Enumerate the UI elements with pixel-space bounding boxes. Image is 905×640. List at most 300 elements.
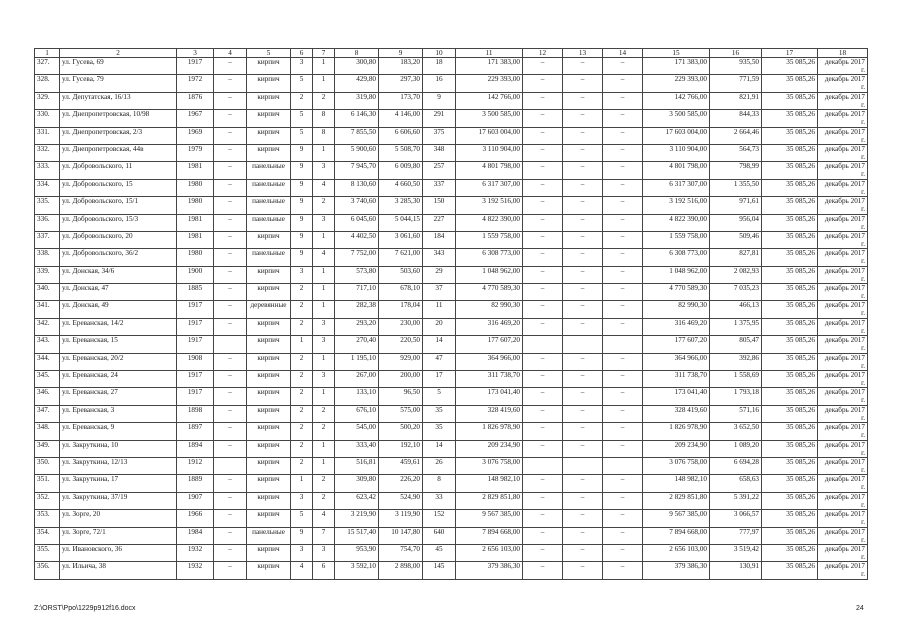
- cell-col4: –: [214, 75, 247, 92]
- cell-col12: –: [523, 544, 563, 561]
- cell-row-number: 340.: [35, 284, 60, 301]
- column-header-10: 10: [423, 49, 456, 58]
- cell-col13: [563, 336, 603, 353]
- cell-cost-total: 4 770 589,30: [456, 284, 523, 301]
- table-row: [35, 58, 868, 75]
- cell-col4: –: [214, 440, 247, 457]
- cell-cost-repair: 1 559 758,00: [643, 231, 710, 248]
- cell-entrances: 1: [313, 301, 335, 318]
- column-header-4: 4: [214, 49, 247, 58]
- column-header-8: 8: [335, 49, 379, 58]
- cell-living-area: 4 660,50: [379, 179, 423, 196]
- cell-wall-material: кирпич: [247, 544, 291, 561]
- cell-residents: 337: [423, 179, 456, 196]
- cell-repair-deadline: декабрь 2017 г.: [818, 75, 868, 92]
- cell-total-area: 717,10: [335, 284, 379, 301]
- cell-cost-repair: 4 770 589,30: [643, 284, 710, 301]
- cell-repair-deadline: декабрь 2017 г.: [818, 301, 868, 318]
- cell-cost-per-sqm: 798,99: [710, 162, 762, 179]
- cell-wall-material: кирпич: [247, 510, 291, 527]
- cell-wall-material: кирпич: [247, 284, 291, 301]
- cell-entrances: 1: [313, 144, 335, 161]
- cell-row-number: 339.: [35, 266, 60, 283]
- cell-total-area: 270,40: [335, 336, 379, 353]
- cell-cost-repair: 4 801 798,00: [643, 162, 710, 179]
- cell-total-area: 8 130,60: [335, 179, 379, 196]
- column-header-14: 14: [603, 49, 643, 58]
- cell-repair-deadline: декабрь 2017 г.: [818, 318, 868, 335]
- cell-limit-cost: 35 085,26: [762, 92, 818, 109]
- column-header-12: 12: [523, 49, 563, 58]
- cell-living-area: 459,61: [379, 457, 423, 474]
- cell-col14: –: [603, 92, 643, 109]
- cell-cost-repair: 82 990,30: [643, 301, 710, 318]
- cell-col14: –: [603, 510, 643, 527]
- cell-entrances: 3: [313, 318, 335, 335]
- cell-cost-total: 311 738,70: [456, 371, 523, 388]
- cell-entrances: 1: [313, 266, 335, 283]
- cell-residents: 152: [423, 510, 456, 527]
- cell-col14: –: [603, 388, 643, 405]
- cell-address: ул. Закруткина, 10: [60, 440, 177, 457]
- cell-living-area: 230,00: [379, 318, 423, 335]
- cell-living-area: 5 044,15: [379, 214, 423, 231]
- column-header-18: 18: [818, 49, 868, 58]
- cell-address: ул. Закруткина, 37/19: [60, 492, 177, 509]
- cell-cost-repair: 1 048 962,00: [643, 266, 710, 283]
- cell-row-number: 328.: [35, 75, 60, 92]
- cell-limit-cost: 35 085,26: [762, 144, 818, 161]
- cell-living-area: 3 061,60: [379, 231, 423, 248]
- cell-repair-deadline: декабрь 2017 г.: [818, 544, 868, 561]
- column-header-1: 1: [35, 49, 60, 58]
- cell-limit-cost: 35 085,26: [762, 336, 818, 353]
- cell-col13: –: [563, 440, 603, 457]
- cell-repair-deadline: декабрь 2017 г.: [818, 405, 868, 422]
- cell-entrances: 6: [313, 562, 335, 579]
- cell-repair-deadline: декабрь 2017 г.: [818, 197, 868, 214]
- cell-row-number: 332.: [35, 144, 60, 161]
- cell-col13: –: [563, 423, 603, 440]
- cell-total-area: 6 146,30: [335, 110, 379, 127]
- cell-col4: –: [214, 92, 247, 109]
- cell-cost-per-sqm: 564,73: [710, 144, 762, 161]
- cell-address: ул. Ереванская, 14/2: [60, 318, 177, 335]
- cell-address: ул. Днепропетровская, 2/3: [60, 127, 177, 144]
- column-header-7: 7: [313, 49, 335, 58]
- cell-living-area: 192,10: [379, 440, 423, 457]
- cell-wall-material: кирпич: [247, 336, 291, 353]
- cell-repair-deadline: декабрь 2017 г.: [818, 423, 868, 440]
- cell-residents: 184: [423, 231, 456, 248]
- cell-col4: [214, 336, 247, 353]
- table-row: [35, 371, 868, 388]
- cell-col12: –: [523, 492, 563, 509]
- cell-limit-cost: 35 085,26: [762, 231, 818, 248]
- cell-entrances: 8: [313, 110, 335, 127]
- cell-row-number: 348.: [35, 423, 60, 440]
- cell-col14: –: [603, 492, 643, 509]
- cell-floors: 3: [291, 544, 313, 561]
- cell-wall-material: кирпич: [247, 231, 291, 248]
- column-header-11: 11: [456, 49, 523, 58]
- cell-cost-per-sqm: 130,91: [710, 562, 762, 579]
- cell-limit-cost: 35 085,26: [762, 527, 818, 544]
- cell-col13: [563, 457, 603, 474]
- table-row: [35, 92, 868, 109]
- cell-residents: 375: [423, 127, 456, 144]
- cell-year-built: 1980: [177, 249, 214, 266]
- table-row: [35, 284, 868, 301]
- column-header-3: 3: [177, 49, 214, 58]
- cell-col12: –: [523, 510, 563, 527]
- cell-col13: –: [563, 58, 603, 75]
- cell-cost-per-sqm: 956,04: [710, 214, 762, 231]
- cell-limit-cost: 35 085,26: [762, 197, 818, 214]
- cell-year-built: 1981: [177, 231, 214, 248]
- cell-floors: 2: [291, 405, 313, 422]
- cell-wall-material: кирпич: [247, 318, 291, 335]
- cell-residents: 29: [423, 266, 456, 283]
- table-row: [35, 527, 868, 544]
- cell-cost-repair: 17 603 004,00: [643, 127, 710, 144]
- table-row: [35, 353, 868, 370]
- cell-floors: 2: [291, 92, 313, 109]
- cell-wall-material: кирпич: [247, 457, 291, 474]
- cell-wall-material: кирпич: [247, 371, 291, 388]
- cell-residents: 26: [423, 457, 456, 474]
- cell-living-area: 754,70: [379, 544, 423, 561]
- housing-register-table: [34, 48, 868, 580]
- cell-wall-material: кирпич: [247, 388, 291, 405]
- cell-address: ул. Ивановского, 36: [60, 544, 177, 561]
- cell-entrances: 3: [313, 214, 335, 231]
- cell-limit-cost: 35 085,26: [762, 179, 818, 196]
- cell-col12: –: [523, 440, 563, 457]
- cell-cost-total: 17 603 004,00: [456, 127, 523, 144]
- cell-cost-per-sqm: 3 519,42: [710, 544, 762, 561]
- cell-living-area: 96,50: [379, 388, 423, 405]
- cell-total-area: 333,40: [335, 440, 379, 457]
- cell-row-number: 350.: [35, 457, 60, 474]
- cell-col4: –: [214, 318, 247, 335]
- cell-limit-cost: 35 085,26: [762, 301, 818, 318]
- cell-repair-deadline: декабрь 2017 г.: [818, 266, 868, 283]
- cell-cost-total: 328 419,60: [456, 405, 523, 422]
- cell-col14: –: [603, 440, 643, 457]
- cell-year-built: 1981: [177, 162, 214, 179]
- column-header-15: 15: [643, 49, 710, 58]
- cell-col12: –: [523, 423, 563, 440]
- cell-col4: –: [214, 231, 247, 248]
- cell-cost-per-sqm: 771,59: [710, 75, 762, 92]
- cell-total-area: 429,80: [335, 75, 379, 92]
- cell-row-number: 342.: [35, 318, 60, 335]
- cell-col12: –: [523, 405, 563, 422]
- cell-entrances: 4: [313, 179, 335, 196]
- cell-limit-cost: 35 085,26: [762, 110, 818, 127]
- cell-floors: 9: [291, 197, 313, 214]
- cell-cost-total: 1 559 758,00: [456, 231, 523, 248]
- cell-floors: 2: [291, 423, 313, 440]
- cell-entrances: 1: [313, 388, 335, 405]
- table-row: [35, 214, 868, 231]
- cell-col13: –: [563, 197, 603, 214]
- cell-col14: –: [603, 301, 643, 318]
- table-row: [35, 336, 868, 353]
- cell-cost-repair: 9 567 385,00: [643, 510, 710, 527]
- cell-residents: 227: [423, 214, 456, 231]
- cell-year-built: 1932: [177, 544, 214, 561]
- cell-entrances: 3: [313, 544, 335, 561]
- cell-limit-cost: 35 085,26: [762, 284, 818, 301]
- cell-col13: –: [563, 562, 603, 579]
- cell-repair-deadline: декабрь 2017 г.: [818, 144, 868, 161]
- cell-residents: 348: [423, 144, 456, 161]
- cell-cost-repair: 4 822 390,00: [643, 214, 710, 231]
- table-row: [35, 144, 868, 161]
- cell-row-number: 347.: [35, 405, 60, 422]
- cell-total-area: 7 752,00: [335, 249, 379, 266]
- cell-col14: –: [603, 179, 643, 196]
- cell-col12: –: [523, 475, 563, 492]
- cell-cost-per-sqm: 3 652,50: [710, 423, 762, 440]
- cell-residents: 45: [423, 544, 456, 561]
- column-header-16: 16: [710, 49, 762, 58]
- cell-wall-material: кирпич: [247, 92, 291, 109]
- cell-col14: –: [603, 266, 643, 283]
- cell-col13: –: [563, 162, 603, 179]
- cell-cost-repair: 2 656 103,00: [643, 544, 710, 561]
- cell-col4: –: [214, 544, 247, 561]
- cell-col13: –: [563, 492, 603, 509]
- cell-year-built: 1917: [177, 388, 214, 405]
- cell-cost-total: 6 308 773,00: [456, 249, 523, 266]
- cell-address: ул. Ереванская, 9: [60, 423, 177, 440]
- cell-wall-material: кирпич: [247, 144, 291, 161]
- table-row: [35, 492, 868, 509]
- table-row: [35, 457, 868, 474]
- cell-cost-total: 142 766,00: [456, 92, 523, 109]
- cell-repair-deadline: декабрь 2017 г.: [818, 475, 868, 492]
- cell-col4: –: [214, 371, 247, 388]
- cell-total-area: 573,80: [335, 266, 379, 283]
- cell-limit-cost: 35 085,26: [762, 405, 818, 422]
- cell-cost-total: 3 500 585,00: [456, 110, 523, 127]
- cell-col13: –: [563, 284, 603, 301]
- cell-total-area: 309,80: [335, 475, 379, 492]
- cell-floors: 9: [291, 144, 313, 161]
- cell-cost-repair: 171 383,00: [643, 58, 710, 75]
- cell-limit-cost: 35 085,26: [762, 353, 818, 370]
- column-header-13: 13: [563, 49, 603, 58]
- cell-col13: –: [563, 544, 603, 561]
- cell-col4: –: [214, 284, 247, 301]
- cell-col4: –: [214, 249, 247, 266]
- cell-year-built: 1917: [177, 301, 214, 318]
- cell-col14: –: [603, 353, 643, 370]
- cell-repair-deadline: декабрь 2017 г.: [818, 457, 868, 474]
- cell-cost-repair: 148 982,10: [643, 475, 710, 492]
- table-row: [35, 388, 868, 405]
- cell-year-built: 1897: [177, 423, 214, 440]
- table-row: [35, 301, 868, 318]
- cell-total-area: 516,81: [335, 457, 379, 474]
- cell-col12: –: [523, 562, 563, 579]
- cell-col12: –: [523, 266, 563, 283]
- cell-address: ул. Ильича, 38: [60, 562, 177, 579]
- cell-address: ул. Днепропетровская, 44в: [60, 144, 177, 161]
- cell-cost-per-sqm: 1 089,20: [710, 440, 762, 457]
- cell-cost-per-sqm: 827,81: [710, 249, 762, 266]
- cell-cost-per-sqm: 821,91: [710, 92, 762, 109]
- cell-row-number: 341.: [35, 301, 60, 318]
- cell-row-number: 346.: [35, 388, 60, 405]
- cell-col13: –: [563, 110, 603, 127]
- cell-year-built: 1917: [177, 336, 214, 353]
- cell-cost-per-sqm: 1 355,50: [710, 179, 762, 196]
- cell-residents: 17: [423, 371, 456, 388]
- cell-col4: –: [214, 475, 247, 492]
- cell-year-built: 1898: [177, 405, 214, 422]
- cell-residents: 8: [423, 475, 456, 492]
- cell-col12: –: [523, 92, 563, 109]
- cell-total-area: 676,10: [335, 405, 379, 422]
- table-row: [35, 510, 868, 527]
- cell-repair-deadline: декабрь 2017 г.: [818, 127, 868, 144]
- cell-year-built: 1981: [177, 214, 214, 231]
- cell-col12: –: [523, 388, 563, 405]
- cell-address: ул. Закруткина, 12/13: [60, 457, 177, 474]
- cell-row-number: 354.: [35, 527, 60, 544]
- cell-address: ул. Добровольского, 15/3: [60, 214, 177, 231]
- cell-repair-deadline: декабрь 2017 г.: [818, 562, 868, 579]
- cell-floors: 3: [291, 266, 313, 283]
- cell-row-number: 353.: [35, 510, 60, 527]
- cell-cost-per-sqm: 1 793,18: [710, 388, 762, 405]
- cell-cost-repair: 177 607,20: [643, 336, 710, 353]
- cell-cost-per-sqm: 392,86: [710, 353, 762, 370]
- cell-limit-cost: 35 085,26: [762, 457, 818, 474]
- cell-year-built: 1984: [177, 527, 214, 544]
- cell-cost-per-sqm: 1 375,95: [710, 318, 762, 335]
- cell-row-number: 331.: [35, 127, 60, 144]
- cell-row-number: 349.: [35, 440, 60, 457]
- cell-total-area: 267,00: [335, 371, 379, 388]
- cell-address: ул. Добровольского, 15/1: [60, 197, 177, 214]
- cell-limit-cost: 35 085,26: [762, 162, 818, 179]
- cell-cost-total: 1 826 978,90: [456, 423, 523, 440]
- cell-cost-total: 2 656 103,00: [456, 544, 523, 561]
- cell-cost-total: 7 894 668,00: [456, 527, 523, 544]
- cell-cost-per-sqm: 805,47: [710, 336, 762, 353]
- cell-year-built: 1917: [177, 318, 214, 335]
- cell-col4: [214, 457, 247, 474]
- cell-repair-deadline: декабрь 2017 г.: [818, 214, 868, 231]
- cell-wall-material: панельные: [247, 197, 291, 214]
- cell-cost-repair: 6 317 307,00: [643, 179, 710, 196]
- cell-col13: –: [563, 388, 603, 405]
- cell-col12: [523, 336, 563, 353]
- cell-floors: 5: [291, 75, 313, 92]
- cell-residents: 47: [423, 353, 456, 370]
- cell-residents: 35: [423, 423, 456, 440]
- cell-living-area: 929,00: [379, 353, 423, 370]
- cell-cost-per-sqm: 1 558,69: [710, 371, 762, 388]
- cell-repair-deadline: декабрь 2017 г.: [818, 92, 868, 109]
- cell-residents: 291: [423, 110, 456, 127]
- cell-cost-repair: 2 829 851,80: [643, 492, 710, 509]
- cell-floors: 2: [291, 440, 313, 457]
- cell-col12: –: [523, 318, 563, 335]
- cell-living-area: 2 898,00: [379, 562, 423, 579]
- cell-col12: –: [523, 197, 563, 214]
- cell-col13: –: [563, 405, 603, 422]
- cell-cost-total: 2 829 851,80: [456, 492, 523, 509]
- cell-row-number: 355.: [35, 544, 60, 561]
- cell-residents: 18: [423, 58, 456, 75]
- cell-cost-repair: 173 041,40: [643, 388, 710, 405]
- cell-year-built: 1917: [177, 58, 214, 75]
- cell-col13: –: [563, 266, 603, 283]
- cell-row-number: 338.: [35, 249, 60, 266]
- cell-floors: 5: [291, 110, 313, 127]
- cell-repair-deadline: декабрь 2017 г.: [818, 58, 868, 75]
- cell-limit-cost: 35 085,26: [762, 127, 818, 144]
- cell-cost-total: 1 048 962,00: [456, 266, 523, 283]
- cell-row-number: 343.: [35, 336, 60, 353]
- cell-col4: –: [214, 162, 247, 179]
- cell-col4: –: [214, 214, 247, 231]
- cell-col12: –: [523, 527, 563, 544]
- cell-col13: –: [563, 249, 603, 266]
- cell-living-area: 4 146,00: [379, 110, 423, 127]
- cell-wall-material: кирпич: [247, 423, 291, 440]
- cell-col12: –: [523, 214, 563, 231]
- cell-residents: 35: [423, 405, 456, 422]
- cell-col4: –: [214, 510, 247, 527]
- cell-floors: 9: [291, 231, 313, 248]
- cell-repair-deadline: декабрь 2017 г.: [818, 510, 868, 527]
- cell-cost-repair: 364 966,00: [643, 353, 710, 370]
- cell-limit-cost: 35 085,26: [762, 423, 818, 440]
- cell-col14: –: [603, 249, 643, 266]
- cell-col12: –: [523, 249, 563, 266]
- cell-entrances: 2: [313, 405, 335, 422]
- cell-col13: –: [563, 92, 603, 109]
- cell-col12: –: [523, 371, 563, 388]
- cell-address: ул. Донская, 47: [60, 284, 177, 301]
- cell-cost-repair: 3 110 904,00: [643, 144, 710, 161]
- cell-year-built: 1912: [177, 457, 214, 474]
- cell-residents: 9: [423, 92, 456, 109]
- cell-col4: –: [214, 562, 247, 579]
- cell-floors: 5: [291, 510, 313, 527]
- cell-living-area: 10 147,80: [379, 527, 423, 544]
- cell-col12: –: [523, 231, 563, 248]
- cell-living-area: 7 621,00: [379, 249, 423, 266]
- cell-limit-cost: 35 085,26: [762, 562, 818, 579]
- cell-col12: –: [523, 58, 563, 75]
- cell-cost-repair: 229 393,00: [643, 75, 710, 92]
- cell-year-built: 1907: [177, 492, 214, 509]
- cell-col14: –: [603, 75, 643, 92]
- table-row: [35, 110, 868, 127]
- cell-cost-repair: 3 500 585,00: [643, 110, 710, 127]
- cell-cost-total: 4 822 390,00: [456, 214, 523, 231]
- cell-floors: 9: [291, 527, 313, 544]
- cell-floors: 2: [291, 318, 313, 335]
